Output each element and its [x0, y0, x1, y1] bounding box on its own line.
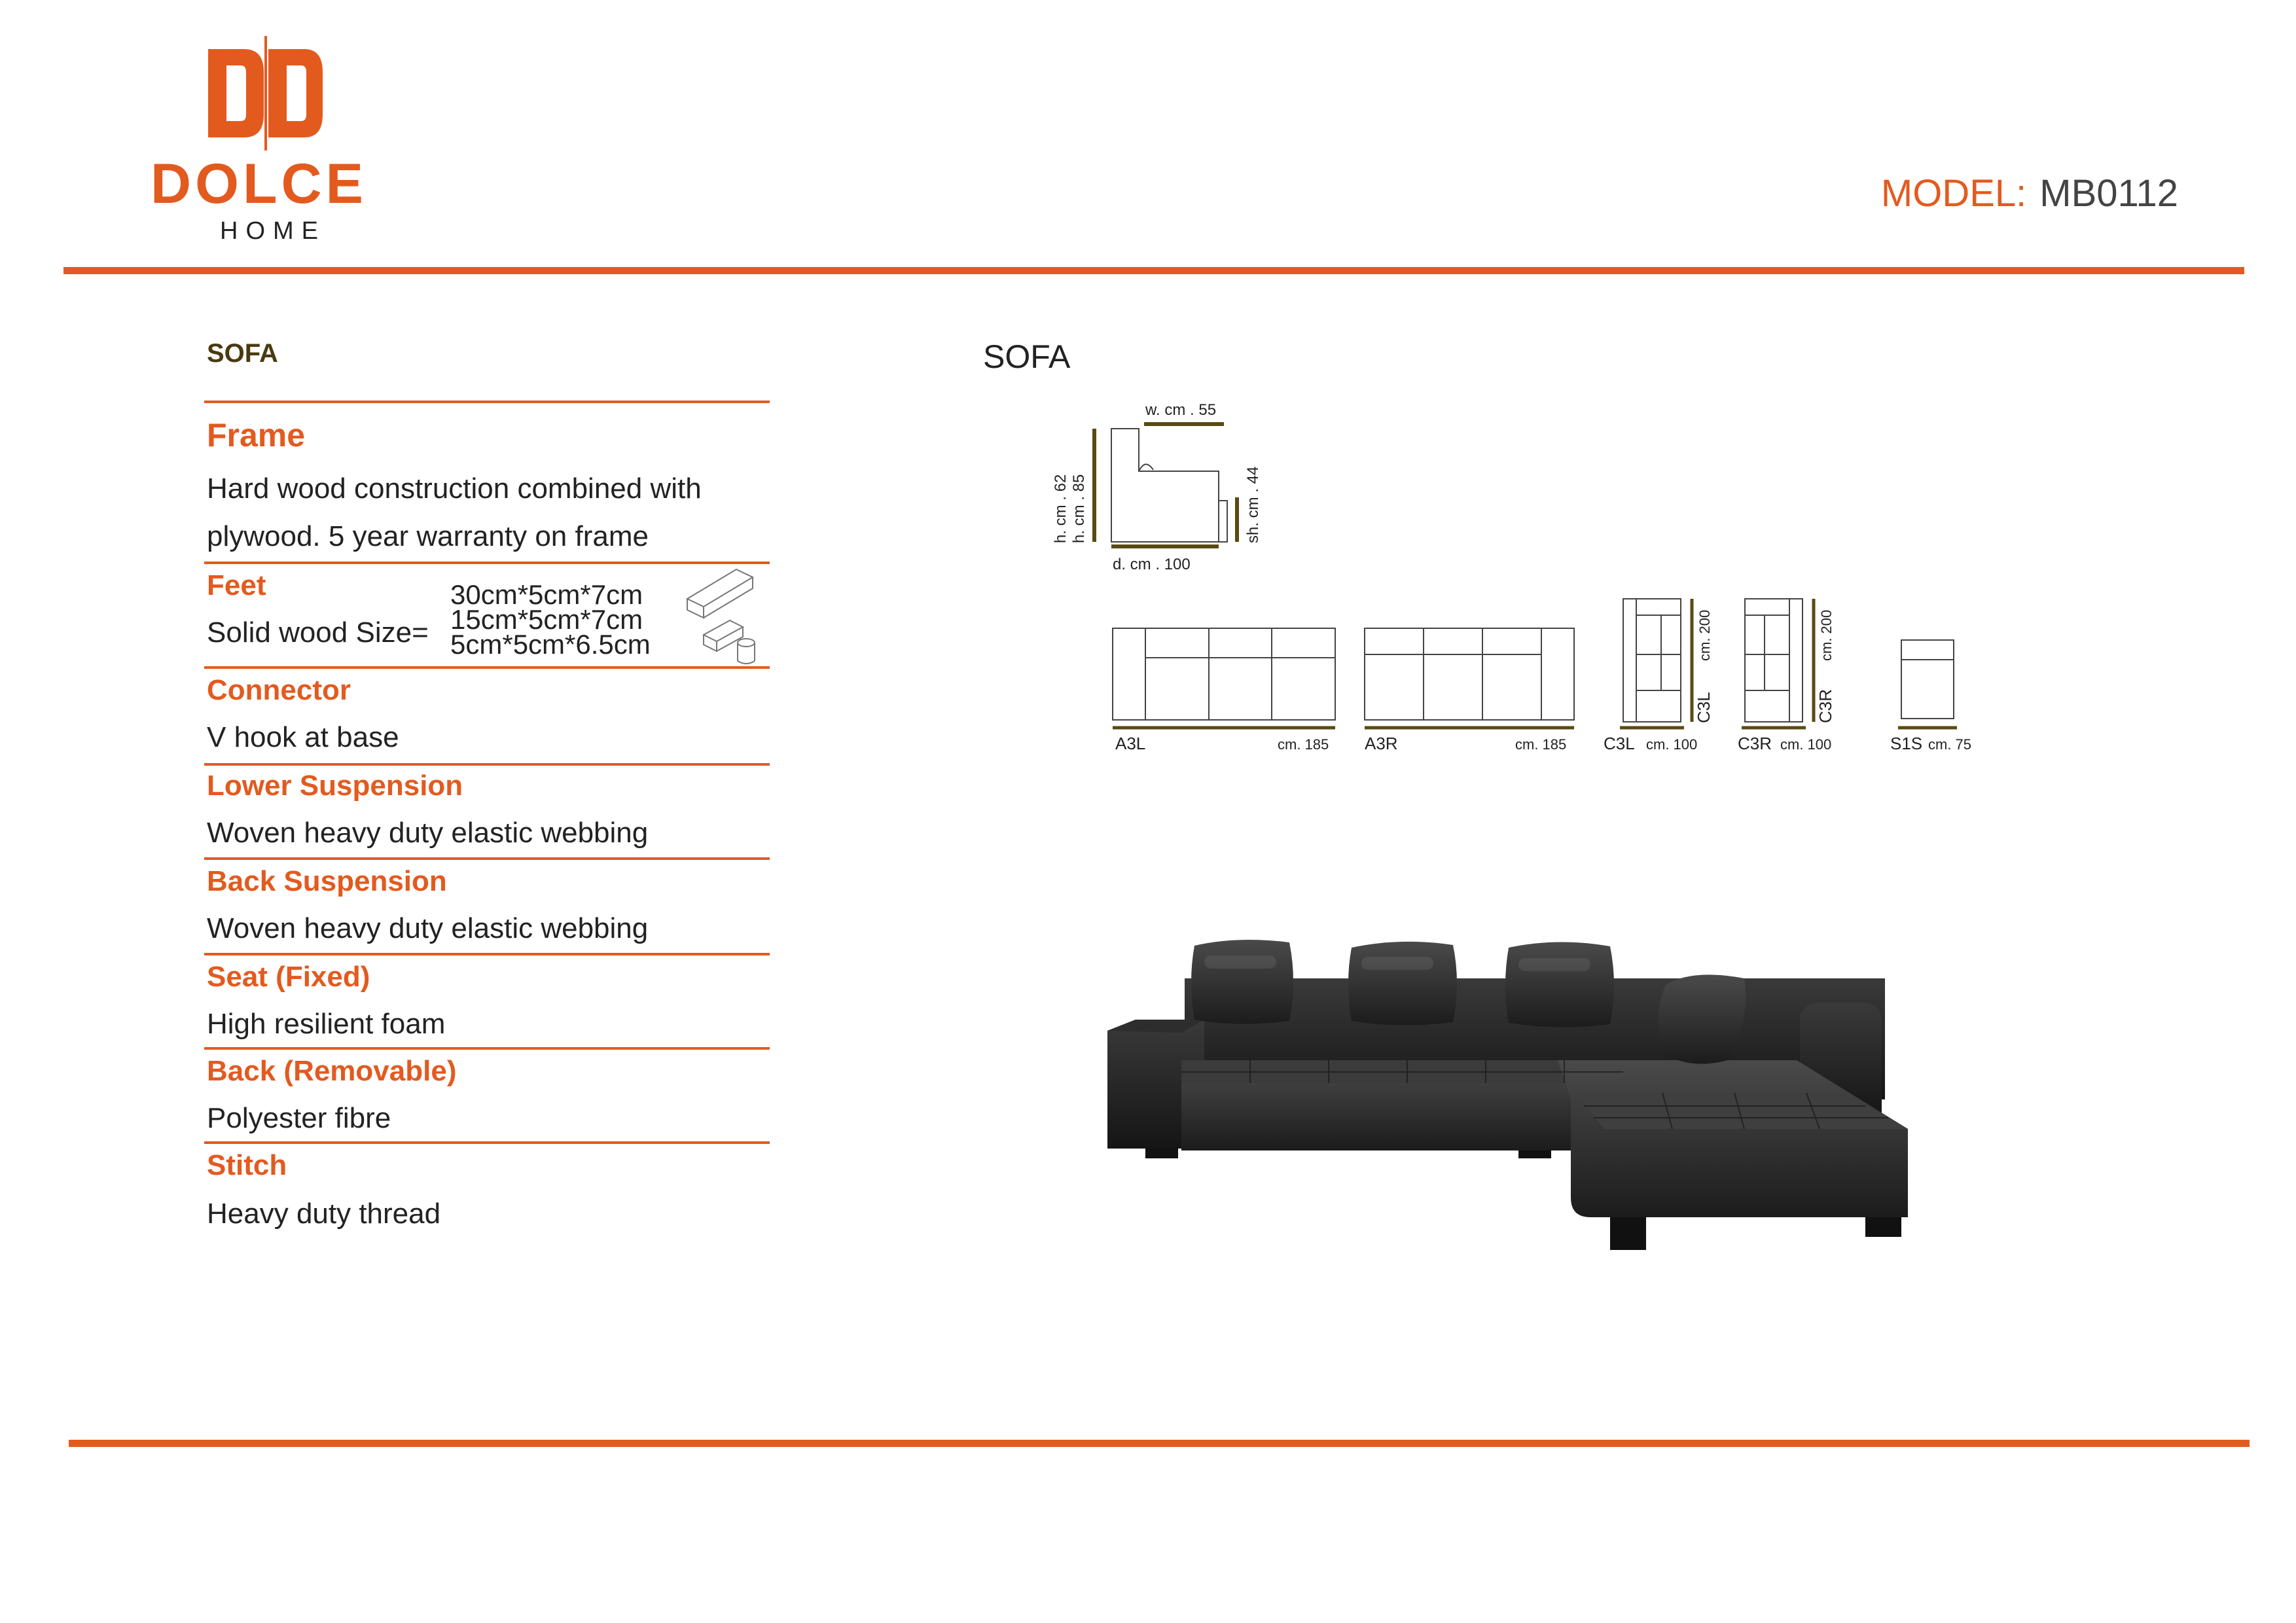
- brand-name: DOLCE: [151, 152, 367, 215]
- module-size: cm. 100: [1780, 736, 1832, 753]
- lower-suspension-heading: Lower Suspension: [207, 770, 463, 802]
- spec-divider: [204, 1141, 770, 1144]
- module-code: C3R: [1738, 734, 1772, 753]
- back-suspension-text: Woven heavy duty elastic webbing: [207, 912, 649, 944]
- module-size-vertical: cm. 200: [1818, 609, 1835, 661]
- spec-divider: [204, 1047, 770, 1050]
- module-size-vertical: cm. 200: [1696, 609, 1713, 661]
- spec-divider: [204, 953, 770, 955]
- feet-blocks-icon: [681, 563, 772, 668]
- profile-depth-label: d. cm . 100: [1113, 556, 1191, 573]
- footer-rule: [69, 1440, 2250, 1447]
- feet-heading: Feet: [207, 569, 266, 601]
- back-text: Polyester fibre: [207, 1102, 391, 1134]
- module-code-vertical: C3L: [1694, 692, 1713, 723]
- brand-sub: HOME: [220, 217, 326, 245]
- stitch-text: Heavy duty thread: [207, 1198, 441, 1230]
- back-heading: Back (Removable): [207, 1055, 457, 1087]
- model-label: MODEL:: [1880, 172, 2027, 215]
- spec-title: SOFA: [207, 339, 278, 368]
- spec-divider: [204, 666, 770, 669]
- spec-divider: [204, 401, 770, 403]
- profile-back-height-label: h. cm . 62: [1052, 474, 1069, 543]
- seat-heading: Seat (Fixed): [207, 961, 370, 993]
- connector-heading: Connector: [207, 674, 351, 706]
- diagram-title: SOFA: [983, 338, 1071, 375]
- module-code: A3R: [1365, 734, 1398, 753]
- connector-text: V hook at base: [207, 721, 399, 753]
- stitch-heading: Stitch: [207, 1149, 287, 1181]
- frame-text-1: Hard wood construction combined with: [207, 473, 702, 505]
- back-suspension-heading: Back Suspension: [207, 865, 447, 897]
- module-c3l-drawing: [1623, 599, 1681, 722]
- sofa-profile-drawing: [1047, 393, 1283, 589]
- module-code: A3L: [1115, 734, 1146, 753]
- feet-label: Solid wood Size=: [207, 616, 429, 649]
- module-size: cm. 185: [1278, 736, 1329, 753]
- profile-height-label: h. cm . 85: [1070, 474, 1088, 543]
- feet-size-1: 30cm*5cm*7cm: [450, 579, 643, 610]
- profile-width-label: w. cm . 55: [1145, 401, 1217, 419]
- feet-size-3: 5cm*5cm*6.5cm: [450, 629, 651, 660]
- module-a3r-drawing: [1365, 628, 1574, 720]
- spec-divider: [204, 763, 770, 766]
- spec-divider: [204, 857, 770, 860]
- module-s1s-drawing: [1901, 640, 1954, 719]
- frame-heading: Frame: [207, 417, 306, 454]
- sofa-product-image: [1086, 929, 1937, 1270]
- model-value: MB0112: [2039, 172, 2178, 215]
- sofa-modules-drawing: [1100, 589, 2016, 772]
- frame-text-2: plywood. 5 year warranty on frame: [207, 520, 649, 552]
- module-c3r-drawing: [1745, 599, 1803, 722]
- module-code-vertical: C3R: [1816, 688, 1835, 723]
- module-size: cm. 75: [1928, 736, 1972, 753]
- dolce-logo-mark: [208, 36, 323, 151]
- seat-text: High resilient foam: [207, 1008, 446, 1040]
- header-rule: [63, 267, 2244, 274]
- profile-seat-height-label: sh. cm . 44: [1244, 466, 1262, 543]
- module-size: cm. 100: [1646, 736, 1698, 753]
- module-size: cm. 185: [1515, 736, 1567, 753]
- module-code: C3L: [1604, 734, 1635, 753]
- lower-suspension-text: Woven heavy duty elastic webbing: [207, 817, 649, 849]
- module-a3l-drawing: [1113, 628, 1335, 720]
- model-number: [1881, 171, 2178, 215]
- feet-size-2: 15cm*5cm*7cm: [450, 604, 643, 635]
- module-code: S1S: [1890, 734, 1923, 753]
